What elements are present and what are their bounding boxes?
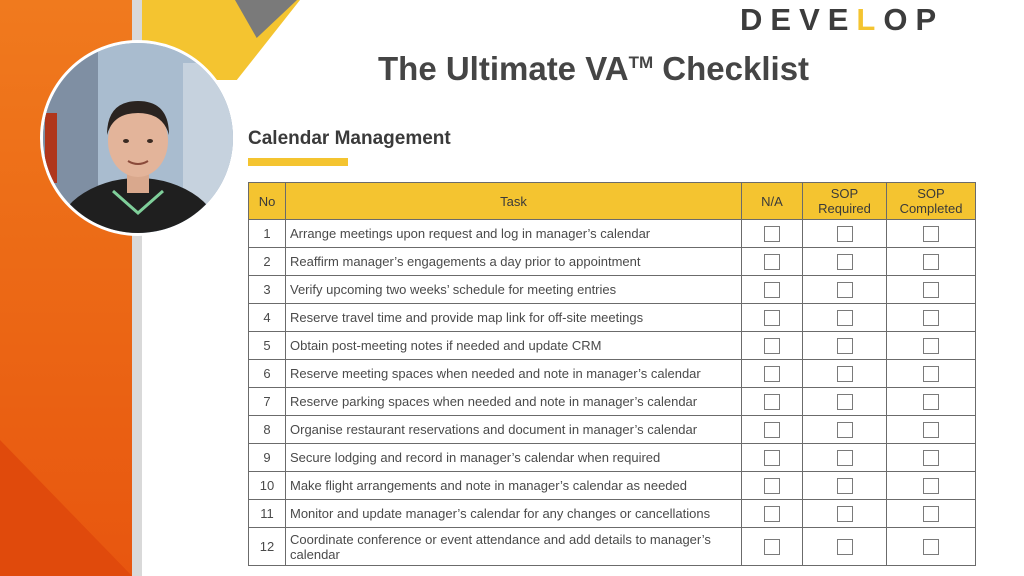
sop-required-checkbox[interactable] xyxy=(837,478,853,494)
na-checkbox[interactable] xyxy=(764,338,780,354)
section-heading: Calendar Management xyxy=(248,128,451,149)
header-sop-required-line1: SOP xyxy=(830,186,859,201)
sop-required-checkbox[interactable] xyxy=(837,282,853,298)
row-number: 5 xyxy=(249,332,286,360)
row-task: Reserve meeting spaces when needed and note in manager’s calendar xyxy=(286,360,742,388)
sop-required-checkbox[interactable] xyxy=(837,506,853,522)
title-main: The Ultimate VA xyxy=(378,50,629,87)
table-row xyxy=(249,248,976,276)
table-row xyxy=(249,500,976,528)
sop-required-checkbox-cell xyxy=(803,472,887,500)
sop-completed-checkbox[interactable] xyxy=(923,310,939,326)
na-checkbox[interactable] xyxy=(764,394,780,410)
sop-completed-checkbox[interactable] xyxy=(923,254,939,270)
row-number: 3 xyxy=(249,276,286,304)
row-number: 2 xyxy=(249,248,286,276)
header-sop-required xyxy=(803,183,887,220)
na-checkbox[interactable] xyxy=(764,310,780,326)
header-sop-completed-line2: Completed xyxy=(899,201,963,216)
header-sop-completed-line1: SOP xyxy=(917,186,945,201)
row-number: 11 xyxy=(249,500,286,528)
header-sop-required-line2: Required xyxy=(818,201,871,216)
sop-required-checkbox-cell xyxy=(803,220,887,248)
trademark-mark: TM xyxy=(628,53,654,72)
row-number: 6 xyxy=(249,360,286,388)
sop-required-checkbox[interactable] xyxy=(837,450,853,466)
sop-required-checkbox-cell xyxy=(803,304,887,332)
sop-required-checkbox[interactable] xyxy=(837,394,853,410)
na-checkbox-cell xyxy=(742,360,803,388)
checklist-table xyxy=(248,182,976,566)
logo-text-end: OP xyxy=(883,2,945,37)
na-checkbox[interactable] xyxy=(764,506,780,522)
table-row xyxy=(249,472,976,500)
sop-completed-checkbox[interactable] xyxy=(923,506,939,522)
row-number: 1 xyxy=(249,220,286,248)
develop-logo xyxy=(740,2,944,38)
sop-completed-checkbox[interactable] xyxy=(923,394,939,410)
row-task: Reserve travel time and provide map link for off-site meetings xyxy=(286,304,742,332)
row-task: Reserve parking spaces when needed and note in manager’s calendar xyxy=(286,388,742,416)
sop-required-checkbox-cell xyxy=(803,528,887,566)
sop-required-checkbox[interactable] xyxy=(837,539,853,555)
sop-completed-checkbox-cell xyxy=(887,388,976,416)
title-end: Checklist xyxy=(653,50,810,87)
sop-completed-checkbox-cell xyxy=(887,528,976,566)
section-underline xyxy=(248,158,348,166)
na-checkbox[interactable] xyxy=(764,422,780,438)
sop-required-checkbox-cell xyxy=(803,388,887,416)
sop-completed-checkbox-cell xyxy=(887,500,976,528)
sop-required-checkbox-cell xyxy=(803,276,887,304)
na-checkbox[interactable] xyxy=(764,478,780,494)
row-number: 4 xyxy=(249,304,286,332)
table-row xyxy=(249,360,976,388)
sop-completed-checkbox[interactable] xyxy=(923,478,939,494)
table-row xyxy=(249,388,976,416)
na-checkbox[interactable] xyxy=(764,366,780,382)
header-no: No xyxy=(249,183,286,220)
row-task: Monitor and update manager’s calendar for any changes or cancellations xyxy=(286,500,742,528)
row-task: Reaffirm manager’s engagements a day prior to appointment xyxy=(286,248,742,276)
na-checkbox-cell xyxy=(742,388,803,416)
row-task: Make flight arrangements and note in manager’s calendar as needed xyxy=(286,472,742,500)
na-checkbox-cell xyxy=(742,332,803,360)
sop-required-checkbox[interactable] xyxy=(837,422,853,438)
row-task: Arrange meetings upon request and log in manager’s calendar xyxy=(286,220,742,248)
na-checkbox[interactable] xyxy=(764,539,780,555)
table-row xyxy=(249,444,976,472)
sop-required-checkbox-cell xyxy=(803,444,887,472)
sop-completed-checkbox-cell xyxy=(887,248,976,276)
sop-required-checkbox-cell xyxy=(803,248,887,276)
sop-required-checkbox[interactable] xyxy=(837,310,853,326)
table-row xyxy=(249,332,976,360)
na-checkbox-cell xyxy=(742,220,803,248)
row-number: 8 xyxy=(249,416,286,444)
table-row xyxy=(249,528,976,566)
table-header-row xyxy=(249,183,976,220)
table-row xyxy=(249,220,976,248)
page-title xyxy=(378,50,809,88)
sop-required-checkbox[interactable] xyxy=(837,366,853,382)
row-task: Secure lodging and record in manager’s calendar when required xyxy=(286,444,742,472)
table-row xyxy=(249,276,976,304)
row-number: 12 xyxy=(249,528,286,566)
sop-required-checkbox-cell xyxy=(803,416,887,444)
header-task: Task xyxy=(286,183,742,220)
logo-text-start: DEVE xyxy=(740,2,857,37)
sop-completed-checkbox-cell xyxy=(887,360,976,388)
sop-completed-checkbox-cell xyxy=(887,276,976,304)
sop-required-checkbox[interactable] xyxy=(837,338,853,354)
na-checkbox-cell xyxy=(742,528,803,566)
sop-completed-checkbox-cell xyxy=(887,444,976,472)
sop-required-checkbox-cell xyxy=(803,332,887,360)
sop-completed-checkbox[interactable] xyxy=(923,422,939,438)
na-checkbox[interactable] xyxy=(764,226,780,242)
sop-completed-checkbox[interactable] xyxy=(923,226,939,242)
na-checkbox-cell xyxy=(742,416,803,444)
row-task: Obtain post-meeting notes if needed and update CRM xyxy=(286,332,742,360)
na-checkbox-cell xyxy=(742,276,803,304)
sop-required-checkbox-cell xyxy=(803,360,887,388)
sop-completed-checkbox-cell xyxy=(887,304,976,332)
sop-completed-checkbox[interactable] xyxy=(923,539,939,555)
row-number: 10 xyxy=(249,472,286,500)
sop-completed-checkbox[interactable] xyxy=(923,450,939,466)
header-sop-completed xyxy=(887,183,976,220)
header-na: N/A xyxy=(742,183,803,220)
na-checkbox[interactable] xyxy=(764,282,780,298)
table-row xyxy=(249,304,976,332)
orange-panel-shade xyxy=(0,440,132,576)
row-task: Organise restaurant reservations and document in manager’s calendar xyxy=(286,416,742,444)
na-checkbox-cell xyxy=(742,444,803,472)
sop-required-checkbox[interactable] xyxy=(837,254,853,270)
na-checkbox[interactable] xyxy=(764,254,780,270)
row-task: Coordinate conference or event attendance and add details to manager’s calendar xyxy=(286,528,742,566)
sop-completed-checkbox-cell xyxy=(887,220,976,248)
na-checkbox[interactable] xyxy=(764,450,780,466)
sop-completed-checkbox[interactable] xyxy=(923,366,939,382)
na-checkbox-cell xyxy=(742,248,803,276)
na-checkbox-cell xyxy=(742,304,803,332)
row-task: Verify upcoming two weeks’ schedule for meeting entries xyxy=(286,276,742,304)
row-number: 7 xyxy=(249,388,286,416)
sop-completed-checkbox[interactable] xyxy=(923,282,939,298)
sop-completed-checkbox-cell xyxy=(887,416,976,444)
logo-accent-letter: L xyxy=(856,2,884,37)
sop-required-checkbox[interactable] xyxy=(837,226,853,242)
sop-completed-checkbox[interactable] xyxy=(923,338,939,354)
na-checkbox-cell xyxy=(742,500,803,528)
sop-required-checkbox-cell xyxy=(803,500,887,528)
row-number: 9 xyxy=(249,444,286,472)
sop-completed-checkbox-cell xyxy=(887,332,976,360)
sop-completed-checkbox-cell xyxy=(887,472,976,500)
table-row xyxy=(249,416,976,444)
presenter-webcam-avatar xyxy=(40,40,236,236)
na-checkbox-cell xyxy=(742,472,803,500)
